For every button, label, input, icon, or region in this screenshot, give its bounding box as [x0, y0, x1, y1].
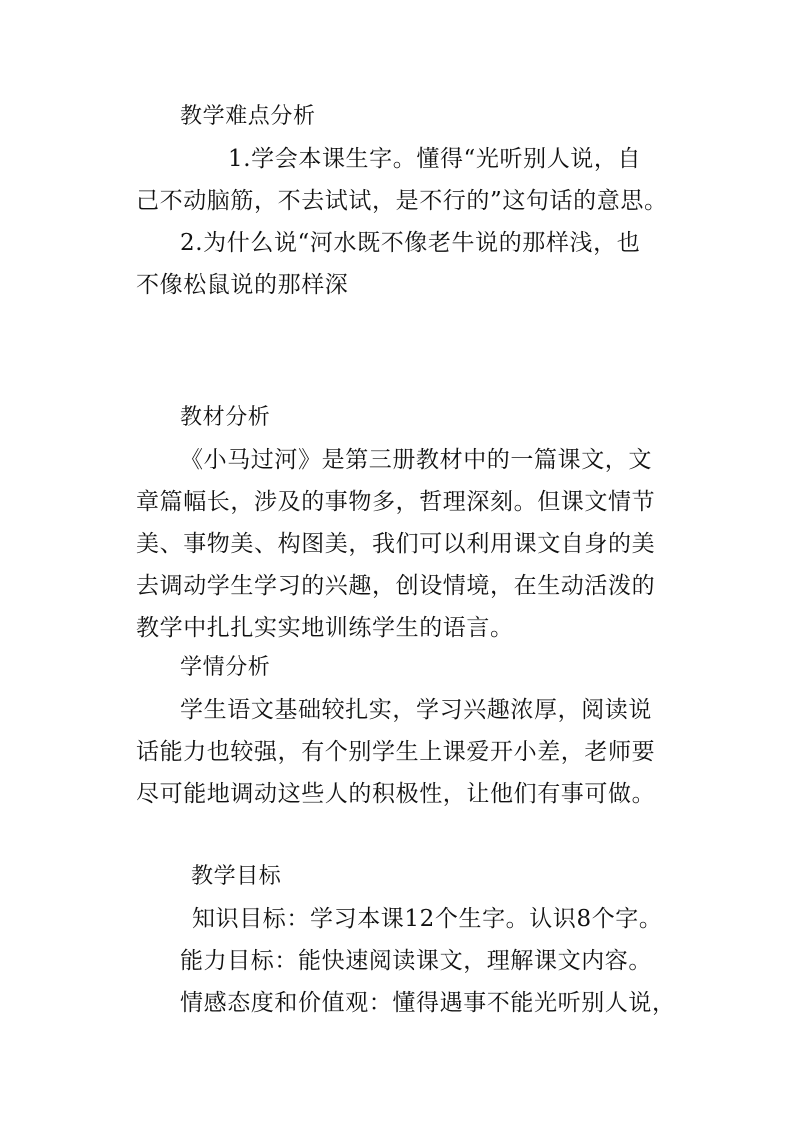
students-line-2: 话能力也较强，有个别学生上课爱开小差，老师要 — [136, 739, 656, 765]
difficulty-point-1-line-2: 己不动脑筋，不去试试，是不行的”这句话的意思。 — [136, 188, 668, 214]
textbook-line-5: 教学中扎扎实实地训练学生的语言。 — [136, 615, 514, 641]
students-line-3: 尽可能地调动这些人的积极性，让他们有事可做。 — [136, 781, 656, 807]
goals-emotion: 情感态度和价值观：懂得遇事不能光听别人说， — [180, 990, 676, 1016]
textbook-line-3: 美、事物美、构图美，我们可以利用课文自身的美 — [136, 531, 656, 557]
textbook-line-4: 去调动学生学习的兴趣，创设情境，在生动活泼的 — [136, 573, 656, 599]
difficulty-heading: 教学难点分析 — [180, 104, 316, 129]
textbook-line-2: 章篇幅长，涉及的事物多，哲理深刻。但课文情节 — [136, 489, 656, 515]
difficulty-point-2-line-2: 不像松鼠说的那样深 — [136, 272, 349, 298]
difficulty-point-1-line-1: 1.学会本课生字。懂得“光听别人说，自 — [228, 146, 642, 172]
students-line-1: 学生语文基础较扎实，学习兴趣浓厚，阅读说 — [180, 697, 652, 723]
difficulty-point-2-line-1: 2.为什么说“河水既不像老牛说的那样浅，也 — [180, 230, 641, 256]
students-heading: 学情分析 — [180, 655, 271, 680]
textbook-heading: 教材分析 — [180, 405, 271, 430]
textbook-line-1: 《小马过河》是第三册教材中的一篇课文，文 — [180, 447, 652, 473]
goals-heading: 教学目标 — [191, 864, 282, 889]
goals-knowledge: 知识目标：学习本课12个生字。认识8个字。 — [192, 906, 663, 932]
goals-ability: 能力目标：能快速阅读课文，理解课文内容。 — [180, 948, 652, 974]
